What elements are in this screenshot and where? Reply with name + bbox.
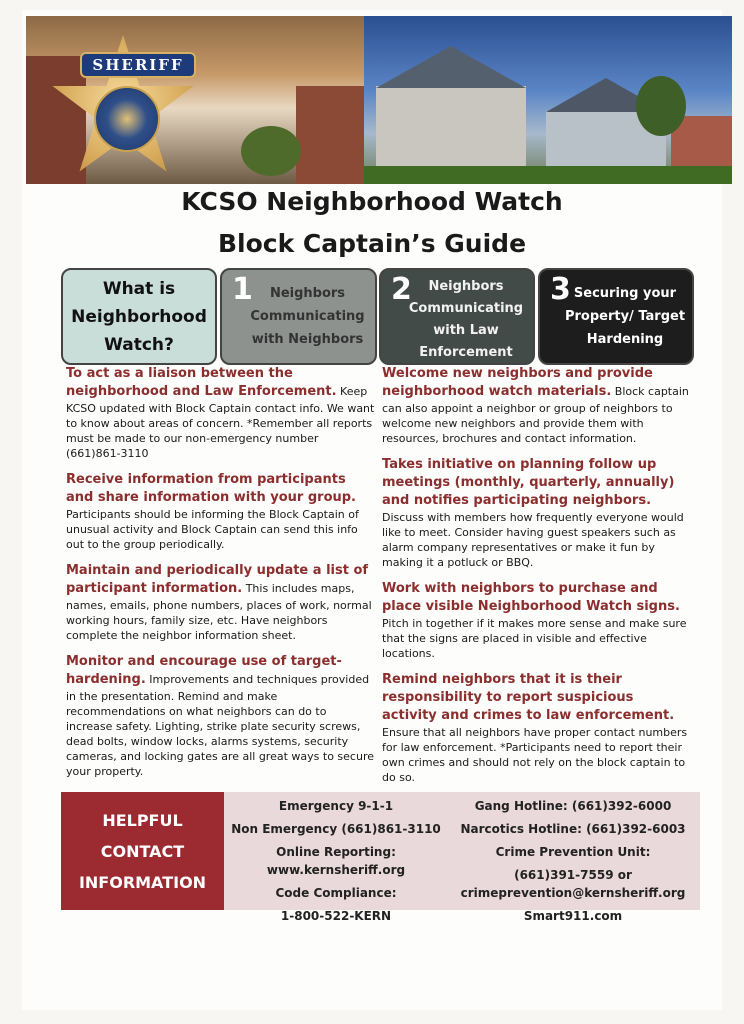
right-column — [382, 365, 692, 795]
contact-info-box — [61, 792, 700, 923]
item-heading: Welcome new neighbors and provide neighborhood watch materials. — [382, 366, 653, 399]
badge-ribbon: SHERIFF — [80, 52, 196, 78]
item-body: Improvements and techniques provided in the presentation. Remind and make recommendations on what neighbors can do to increase safety. Lighting, strike plate security screws, dead bolts, window locks, alarms systems, security cameras, and locking gates are all great ways to secure your property. — [66, 673, 374, 778]
tab-number: 2 — [391, 272, 412, 307]
item-heading: Takes initiative on planning follow up meetings (monthly, quarterly, annually) and notifies participating neighbors. — [382, 457, 675, 508]
tab-line: Neighbors — [428, 278, 504, 294]
list-item — [66, 653, 376, 779]
item-heading: Work with neighbors to purchase and place visible Neighborhood Watch signs. — [382, 581, 680, 614]
contact-line: Code Compliance: — [275, 886, 397, 900]
tab-line: Enforcement — [419, 344, 513, 360]
list-item — [382, 365, 692, 446]
page-title: KCSO Neighborhood Watch — [181, 187, 563, 216]
tab-line: Securing your — [573, 286, 677, 301]
contact-line: Non Emergency (661)861-3110 — [231, 822, 441, 836]
contact-line: Smart911.com — [523, 909, 623, 923]
tab-what-is-watch — [61, 268, 217, 365]
contact-line: www.kernsheriff.org — [266, 863, 406, 877]
tab-target-hardening — [538, 268, 694, 365]
roof — [376, 46, 526, 88]
contact-right — [453, 792, 693, 925]
tab-number: 3 — [550, 272, 571, 307]
tab-line: What is — [102, 278, 176, 299]
tab-line: Property/ Target — [564, 309, 686, 324]
contact-line: Emergency 9-1-1 — [278, 799, 394, 813]
contact-middle — [227, 792, 445, 925]
tab-neighbors-communicating — [220, 268, 377, 365]
county-seal-icon — [94, 86, 160, 152]
item-body: Block captain can also appoint a neighbor or group of neighbors to welcome new neighbors and provide them with resources, brochures and contact information. — [382, 385, 689, 445]
list-item — [382, 580, 692, 661]
building — [296, 86, 364, 184]
house — [376, 86, 526, 171]
tab-line: Communicating — [408, 300, 524, 316]
contact-line: Narcotics Hotline: (661)392-6003 — [460, 822, 686, 836]
contact-label — [61, 792, 224, 910]
list-item — [382, 671, 692, 785]
list-item — [382, 456, 692, 570]
tab-law-enforcement — [379, 268, 535, 365]
item-body: Pitch in together if it makes more sense and make sure that the signs are placed in visible and effective locations. — [382, 617, 687, 660]
item-body: Keep KCSO updated with Block Captain contact info. We want to know about areas of concern. *Remember all reports must be made to our non-emergency number (661)861-3110 — [66, 385, 375, 460]
tab-number: 1 — [232, 272, 253, 307]
tab-line: Communicating — [250, 309, 365, 324]
item-heading: Maintain and periodically update a list of participant information. — [66, 563, 369, 596]
list-item — [66, 562, 376, 643]
tab-line: with Law — [433, 322, 499, 338]
lawn — [364, 166, 732, 184]
tab-line: Neighborhood — [71, 306, 207, 327]
item-heading: Receive information from participants and share information with your group. — [66, 472, 356, 505]
tab-line: with Neighbors — [251, 332, 364, 347]
contact-line: (661)391-7559 or — [514, 868, 632, 882]
tab-line: Watch? — [104, 334, 174, 355]
list-item — [66, 365, 376, 461]
list-item — [66, 471, 376, 552]
page-subtitle: Block Captain’s Guide — [217, 229, 527, 258]
tree — [636, 76, 686, 136]
contact-label-line: CONTACT — [100, 841, 185, 861]
item-body: Discuss with members how frequently everyone would like to meet. Consider having guest speakers such as alarm company representatives or make it fun by making it a potluck or BBQ. — [382, 511, 684, 569]
tab-line: Hardening — [586, 332, 664, 347]
tree — [241, 126, 301, 176]
contact-line: crimeprevention@kernsheriff.org — [460, 886, 686, 900]
contact-line: 1-800-522-KERN — [280, 909, 392, 923]
left-column — [66, 365, 376, 789]
contact-line: Crime Prevention Unit: — [495, 845, 651, 859]
item-heading: Monitor and encourage use of target-hardening. — [66, 654, 342, 687]
item-body: Participants should be informing the Block Captain of unusual activity and Block Captain can send this info out to the group periodically. — [66, 508, 359, 551]
contact-line: Gang Hotline: (661)392-6000 — [474, 799, 672, 813]
contact-line: Online Reporting: — [276, 845, 396, 859]
contact-label-line: HELPFUL — [102, 810, 183, 830]
tab-line: Neighbors — [269, 286, 346, 301]
item-body: Ensure that all neighbors have proper contact numbers for law enforcement. *Participants need to report their own crimes and should not rely on the block captain to do so. — [382, 726, 688, 784]
item-heading: To act as a liaison between the neighborhood and Law Enforcement. — [66, 366, 337, 399]
contact-label-line: INFORMATION — [78, 872, 207, 892]
item-heading: Remind neighbors that it is their responsibility to report suspicious activity and crimes to law enforcement. — [382, 672, 675, 723]
building — [26, 56, 86, 184]
item-body: This includes maps, names, emails, phone numbers, places of work, normal working hours, family size, etc. Have neighbors complete the neighbor information sheet. — [66, 582, 372, 642]
